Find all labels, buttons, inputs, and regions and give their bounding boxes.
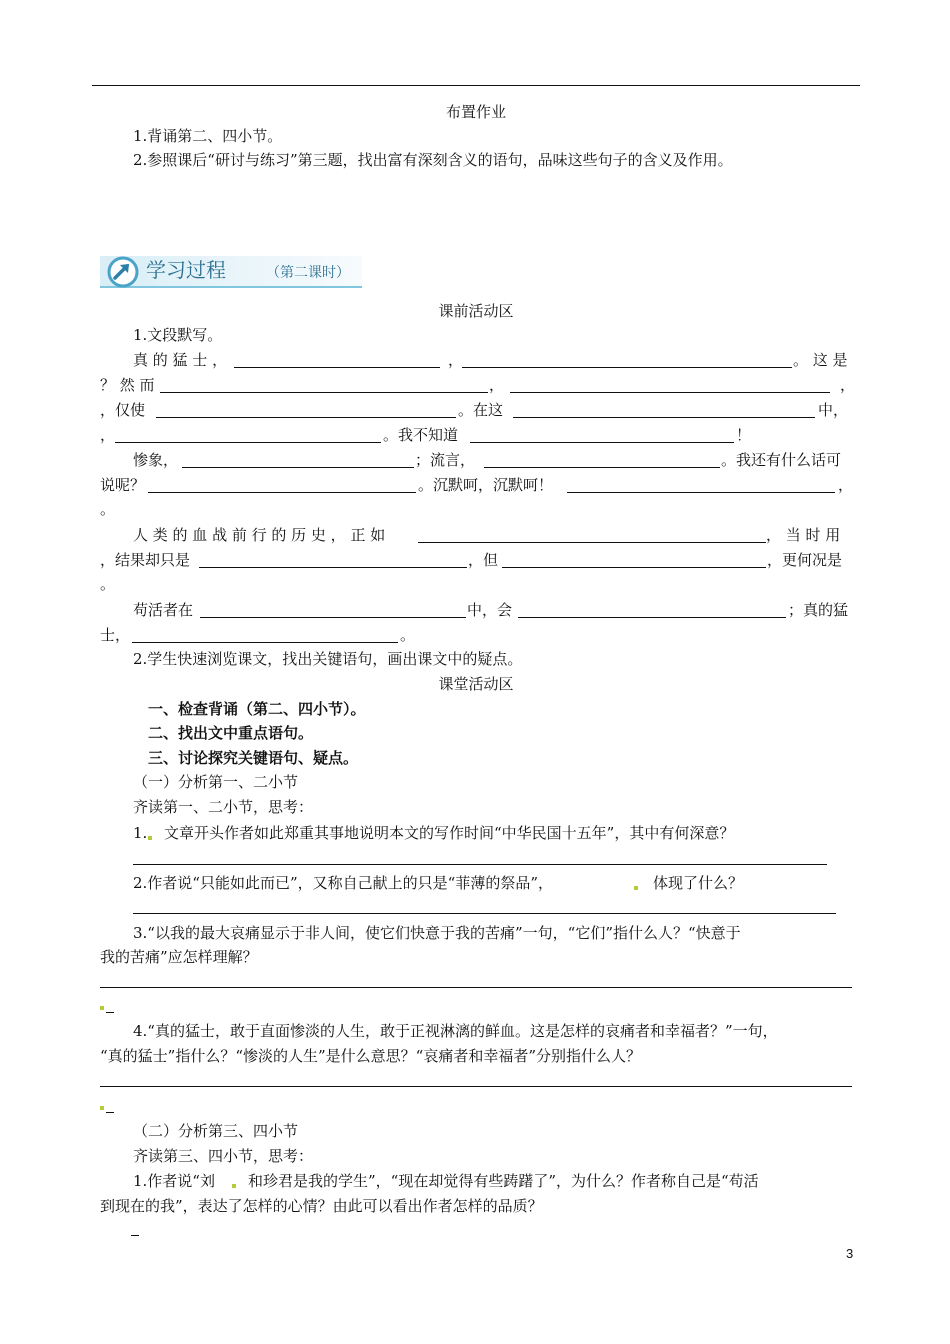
fill-text: 。: [100, 500, 116, 518]
fill-text: 。 这 是: [793, 351, 848, 369]
fill-blank: [156, 417, 456, 418]
fill-blank: [510, 392, 830, 393]
fill-blank: [418, 542, 766, 543]
part2-intro: 齐读第三、四小节，思考：: [133, 1147, 314, 1165]
inclass-step-1: 一、检查背诵（第二、四小节）。: [148, 700, 366, 718]
highlight-mark: [100, 1106, 104, 1110]
learning-process-banner: [100, 254, 362, 288]
homework-item-2: 2.参照课后“研讨与练习”第三题，找出富有深刻含义的语句，品味这些句子的含义及作用。: [133, 151, 733, 169]
fill-blank: [199, 567, 467, 568]
fill-text: 。在这: [458, 401, 504, 419]
fill-blank: [200, 617, 466, 618]
part2-q1-line1: 和珍君是我的学生”，“现在却觉得有些踌躇了”，为什么？作者称自己是“苟活: [248, 1172, 759, 1190]
fill-text: 士，: [100, 626, 131, 644]
fill-text: ？ 然 而: [100, 376, 155, 394]
part2-q1-line2: 到现在的我”，表达了怎样的心情？由此可以看出作者怎样的品质？: [100, 1197, 543, 1215]
header-rule: [92, 85, 860, 86]
fill-blank: [182, 467, 414, 468]
fill-text: ；流言，: [415, 451, 476, 469]
fill-blank: [484, 467, 720, 468]
fill-text: 中，会: [467, 601, 513, 619]
dash-mark: [106, 1112, 114, 1113]
part1-q2-end: 体现了什么？: [653, 874, 744, 892]
preclass-heading: 课前活动区: [438, 302, 514, 320]
fill-text: ， 当 时 用: [766, 526, 841, 544]
homework-heading: 布置作业: [445, 103, 506, 121]
fill-text: 。: [100, 575, 116, 593]
fill-text: 。: [400, 626, 416, 644]
fill-text: 。我不知道: [383, 426, 459, 444]
part1-intro: 齐读第一、二小节，思考：: [133, 798, 314, 816]
page-number: 3: [846, 1246, 854, 1261]
answer-line: [100, 1086, 852, 1087]
part1-q4-line2: “真的猛士”指什么？“惨淡的人生”是什么意思？“哀痛者和幸福者”分别指什么人？: [100, 1047, 642, 1065]
fill-blank: [234, 367, 440, 368]
fill-blank: [132, 642, 398, 643]
fill-blank: [160, 392, 488, 393]
homework-item-1: 1.背诵第二、四小节。: [133, 127, 283, 145]
part1-q3-line2: 我的苦痛”应怎样理解？: [100, 948, 258, 966]
fill-text: ，: [448, 351, 464, 369]
fill-blank: [462, 367, 792, 368]
part2-q1-start: 1.作者说“刘: [133, 1172, 215, 1190]
fill-text: 中，: [818, 401, 849, 419]
highlight-mark: [148, 836, 152, 840]
preclass-task-1: 1.文段默写。: [133, 326, 223, 344]
answer-line: [133, 913, 836, 914]
highlight-mark: [634, 886, 638, 890]
fill-blank: [502, 567, 766, 568]
fill-text: 真 的 猛 士 ，: [133, 351, 228, 369]
fill-text: ，: [100, 426, 116, 444]
part1-title: （一）分析第一、二小节: [133, 773, 299, 791]
dash-mark: [131, 1235, 139, 1236]
fill-text: 惨象，: [133, 451, 179, 469]
fill-text: ，结果却只是: [100, 551, 191, 569]
highlight-mark: [232, 1184, 236, 1188]
fill-text: ，: [840, 376, 856, 394]
fill-text: 苟活者在: [133, 601, 194, 619]
part1-q2: 2.作者说“只能如此而已”，又称自己献上的只是“菲薄的祭品”，: [133, 874, 553, 892]
highlight-mark: [100, 1006, 104, 1010]
part1-q4-line1: 4.“真的猛士，敢于直面惨淡的人生，敢于正视淋漓的鲜血。这是怎样的哀痛者和幸福者？”一句，: [133, 1022, 778, 1040]
fill-text: 。我还有什么话可: [721, 451, 842, 469]
fill-text: ，仅使: [100, 401, 146, 419]
part1-q1-number: 1.: [133, 824, 148, 842]
dash-mark: [106, 1012, 114, 1013]
arrow-circle-icon: [106, 254, 140, 288]
inclass-heading: 课堂活动区: [438, 675, 514, 693]
fill-blank: [115, 442, 381, 443]
fill-text: ，但: [468, 551, 499, 569]
answer-line: [100, 987, 852, 988]
preclass-task-2: 2.学生快速浏览课文，找出关键语句，画出课文中的疑点。: [133, 650, 523, 668]
fill-text: ，更何况是: [767, 551, 843, 569]
fill-blank: [567, 492, 835, 493]
fill-text: 。沉默呵，沉默呵！: [418, 476, 554, 494]
fill-blank: [513, 417, 815, 418]
fill-text: ！: [736, 426, 752, 444]
inclass-step-2: 二、找出文中重点语句。: [148, 724, 314, 742]
fill-text: 人 类 的 血 战 前 行 的 历 史 ， 正 如: [133, 526, 386, 544]
inclass-step-3: 三、讨论探究关键语句、疑点。: [148, 749, 359, 767]
part1-q3-line1: 3.“以我的最大哀痛显示于非人间，使它们快意于我的苦痛”一句，“它们”指什么人？“快意于: [133, 924, 741, 942]
fill-blank: [470, 442, 734, 443]
fill-text: ，: [489, 376, 505, 394]
fill-text: 说呢？: [100, 476, 146, 494]
part2-title: （二）分析第三、四小节: [133, 1122, 299, 1140]
fill-blank: [148, 492, 416, 493]
fill-text: ，: [838, 476, 854, 494]
fill-text: ；真的猛: [788, 601, 849, 619]
banner-subtitle: （第二课时）: [266, 265, 350, 281]
fill-blank: [518, 617, 786, 618]
banner-title: 学习过程: [146, 258, 226, 282]
part1-q1: 文章开头作者如此郑重其事地说明本文的写作时间“中华民国十五年”，其中有何深意？: [164, 824, 735, 842]
answer-line: [133, 864, 827, 865]
